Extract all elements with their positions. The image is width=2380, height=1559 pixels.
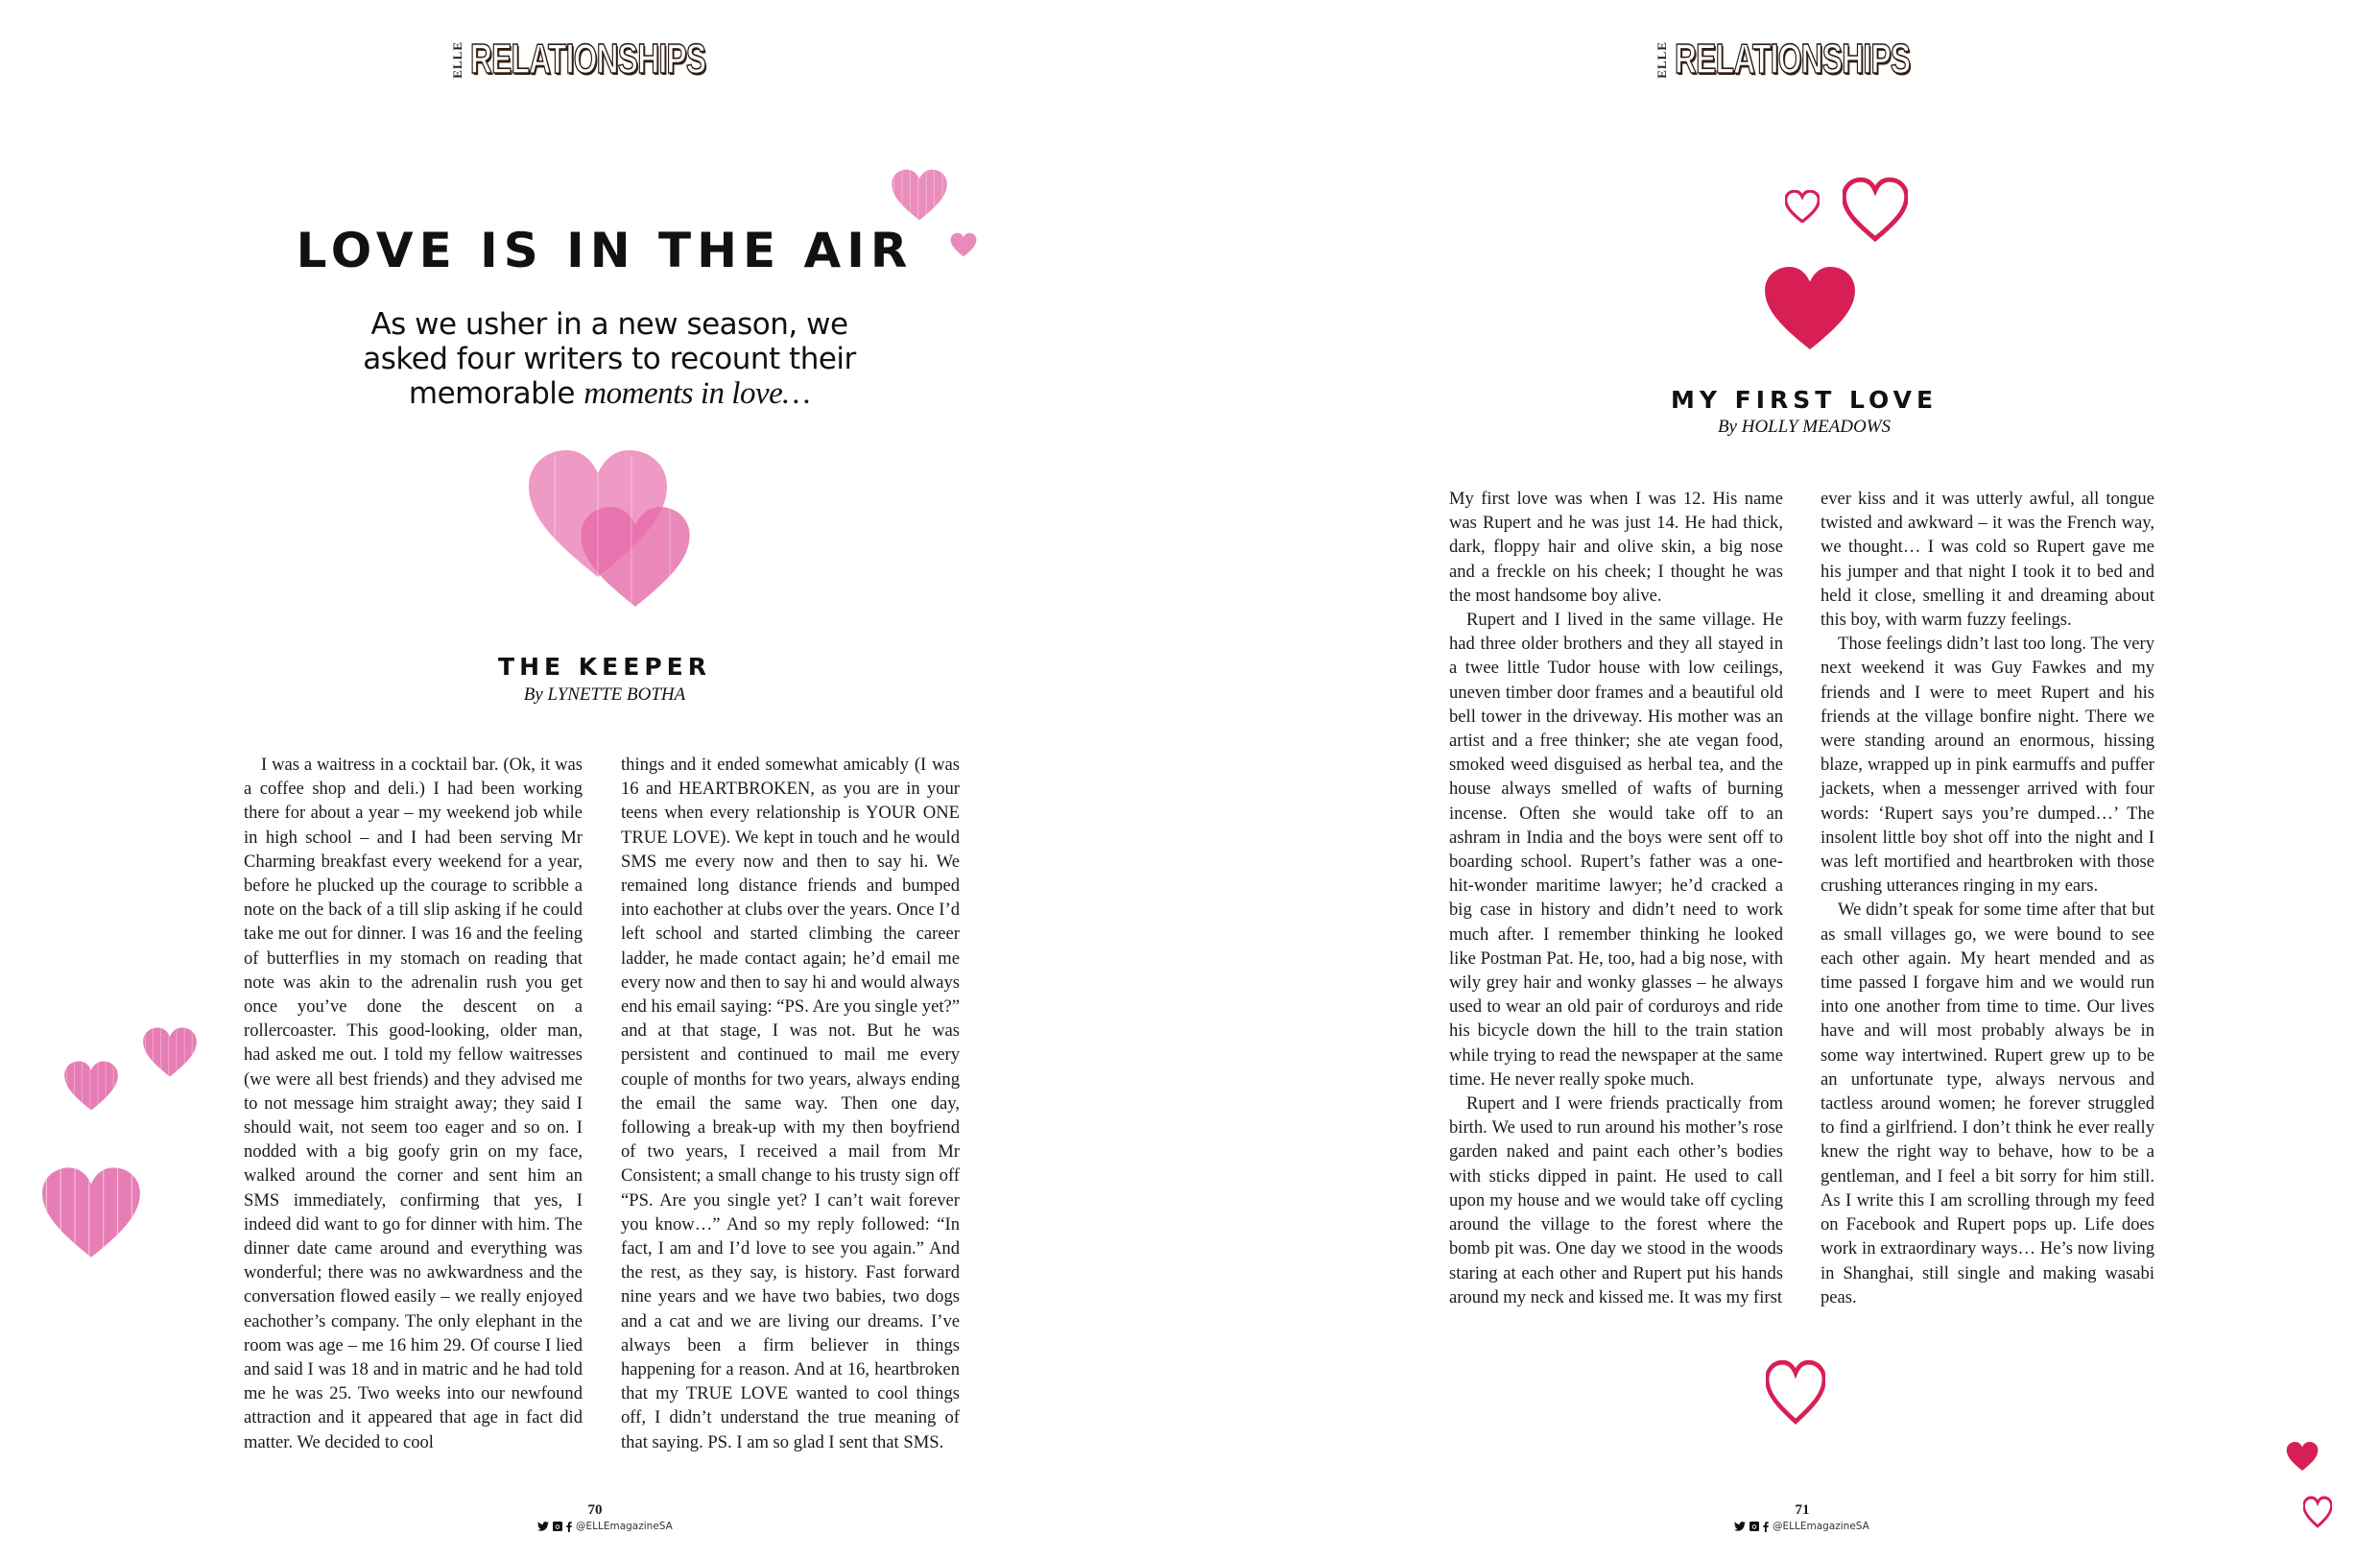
instagram-icon	[1749, 1522, 1759, 1531]
watercolor-heart-icon	[40, 1163, 142, 1261]
masthead	[1655, 35, 2002, 84]
twitter-icon	[1734, 1522, 1746, 1531]
social-handle-text: @ELLEmagazineSA	[1773, 1521, 1869, 1532]
watercolor-heart-icon	[950, 232, 977, 257]
paragraph: I was a waitress in a cocktail bar. (Ok, it was a coffee shop and deli.) I had been working there for about a year – my weekend job while in high school – and I had been serving Mr Charming breakfast every weekend for a year, before he plucked up the courage to scribble a note on the back of a till slip asking if he could take me out for dinner. I was 16 and the feeling of butterflies in my stomach on reading that note was akin to the adrenalin rush you get once you’ve done the descent on a rollercoaster. This good-looking, older man, had asked me out. I told my fellow waitresses (we were all best friends) and they advised me to not message him straight away; they said I should wait, not seem too eager and so on. I nodded with a big goofy grin on my face, walked around the corner and sent him an SMS immediately, confirming that yes, I indeed did want to go for dinner with him. The dinner date came around and everything was wonderful; there was no awkwardness and the conversation flowed easily – we really enjoyed eachother’s company. The only elephant in the room was age – me 16 him 29. Of course I lied and said I was 18 and in matric and he had told me he was 25. Two weeks into our newfound attraction and it appeared that age in fact did matter. We decided to cool	[244, 755, 583, 1452]
article-column-2	[621, 753, 960, 1454]
article-column-2	[1821, 487, 2154, 1309]
twitter-icon	[537, 1522, 549, 1531]
double-heart-icon	[526, 446, 694, 619]
scribbled-heart-icon	[2286, 1440, 2319, 1473]
section-title: RELATIONSHIPS	[470, 36, 706, 83]
standfirst-line	[326, 376, 892, 411]
social-handle	[1734, 1521, 1869, 1532]
standfirst-italic: moments in love…	[583, 376, 811, 411]
social-handle-text: @ELLEmagazineSA	[576, 1521, 673, 1532]
feature-title: LOVE IS IN THE AIR	[296, 223, 914, 278]
watercolor-heart-icon	[63, 1059, 119, 1113]
standfirst-line: As we usher in a new season, we	[370, 307, 848, 342]
standfirst-line: asked four writers to recount their	[363, 342, 856, 376]
elle-logo: ELLE	[450, 40, 464, 79]
paragraph: Rupert and I lived in the same village. He had three older brothers and they all stayed in a twee little Tudor house with low ceilings, uneven timber door frames and a beautiful old bell tower in the driveway. His mother was an artist and a free thinker; she ate vegan food, smoked weed disguised as herbal tea, and the house always smelled of wafts of burning incense. Often she would take off to an ashram in India and the boys were sent off to boarding school. Rupert’s father was a one-hit-wonder maritime lawyer; he’d cracked a big case in history and didn’t need to work much after. I remember thinking he looked like Postman Pat. He, too, had a big nose, with wily grey hair and wonky glasses – he always used to wear an old pair of corduroys and ride his bicycle down the hill to the train station while trying to read the newspaper at the same time. He never really spoke much.	[1449, 610, 1783, 1090]
watercolor-heart-icon	[891, 168, 948, 222]
byline: By HOLLY MEADOWS	[1717, 417, 1892, 437]
social-handle	[537, 1521, 673, 1532]
byline: By LYNETTE BOTHA	[523, 684, 686, 705]
facebook-icon	[1763, 1522, 1769, 1532]
scribbled-heart-icon	[1761, 265, 1859, 351]
outline-heart-icon	[1785, 190, 1820, 223]
elle-logo: ELLE	[1654, 40, 1669, 79]
page-number: 71	[1795, 1502, 1810, 1518]
standfirst-plain: memorable	[408, 376, 584, 411]
paragraph: My first love was when I was 12. His name was Rupert and he was just 14. He had thick, dark, floppy hair and olive skin, a big nose and a freckle on his cheek; I thought he was the most handsome boy alive.	[1449, 489, 1783, 606]
outline-heart-icon	[1766, 1358, 1825, 1426]
paragraph: ever kiss and it was utterly awful, all tongue twisted and awkward – it was the French way, we thought… I was cold so Rupert gave me his jumper and that night I took it to bed and held it close, smelling it and dreaming about this boy, with warm fuzzy feelings.	[1821, 489, 2154, 631]
standfirst	[326, 307, 892, 411]
instagram-icon	[553, 1522, 562, 1531]
outline-heart-icon	[2303, 1496, 2332, 1528]
page-right	[1190, 0, 2380, 1559]
paragraph: We didn’t speak for some time after that but as small villages go, we were bound to see each other again. My heart mended and as time passed I forgave him and we would run into one another from time to time. Our lives have and will most probably always be in some way intertwined. Rupert grew up to be an unfortunate type, always nervous and tactless around women; he forever struggled to find a girlfriend. I don’t think he ever really knew the right way to behave, how to be a gentleman, and I feel a bit sorry for him still. As I write this I am scrolling through my feed on Facebook and Rupert pops up. Life does work in extraordinary ways… He’s now living in Shanghai, still single and making wasabi peas.	[1821, 899, 2154, 1307]
article-column-1	[244, 753, 583, 1454]
paragraph: Rupert and I were friends practically from birth. We used to run around his mother’s rose garden naked and paint each other’s bodies with sticks dipped in paint. He used to call upon my house and we would take off cycling around the village to the forest where the bomb pit was. One day we stood in the woods staring at each other and Rupert put his hands around my neck and kissed me. It was my first	[1449, 1093, 1783, 1307]
watercolor-heart-icon	[142, 1025, 198, 1079]
page-number: 70	[587, 1502, 603, 1518]
paragraph: things and it ended somewhat amicably (I was 16 and HEARTBROKEN, as you are in your teens when every relationship is YOUR ONE TRUE LOVE). We kept in touch and he would SMS me every now and then to say hi. We remained long distance friends and bumped into eachother at clubs over the years. Once I’d left school and started climbing the career ladder, he made contact again; he’d email me every now and then to say hi and would always end his email saying: “PS. Are you single yet?” and at that stage, I was not. But he was persistent and continued to mail me every couple of months for two years, always ending the email the same way. Then one day, following a break-up with my then boyfriend of two years, I received a mail from Mr Consistent; a small change to his trusty sign off “PS. Are you single yet? I can’t wait forever you know…” And so my reply followed: “In fact, I am and I’d love to see you again.” And the rest, as they say, is history. Fast forward nine years and we have two babies, two dogs and a cat and we are living our dreams. I’ve always been a firm believer in things happening for a reason. And at 16, heartbroken that my TRUE LOVE wanted to cool things off, I didn’t understand the true meaning of that saying. PS. I am so glad I sent that SMS.	[621, 755, 960, 1452]
article-column-1	[1449, 487, 1783, 1309]
paragraph: Those feelings didn’t last too long. The very next weekend it was Guy Fawkes and my friends and I were to meet Rupert and his friends at the village bonfire night. There we were standing around an enormous, hissing blaze, wrapped up in pink earmuffs and puffer jackets, when a messenger arrived with four words: ‘Rupert says you’re dumped…’ The insolent little boy shot off into the night and I was left mortified and heartbroken with those crushing utterances ringing in my ears.	[1821, 634, 2154, 897]
masthead	[451, 35, 797, 84]
story-title: THE KEEPER	[498, 653, 711, 681]
facebook-icon	[566, 1522, 572, 1532]
section-title: RELATIONSHIPS	[1675, 36, 1911, 83]
story-title: MY FIRST LOVE	[1670, 386, 1939, 414]
outline-heart-icon	[1843, 176, 1908, 243]
